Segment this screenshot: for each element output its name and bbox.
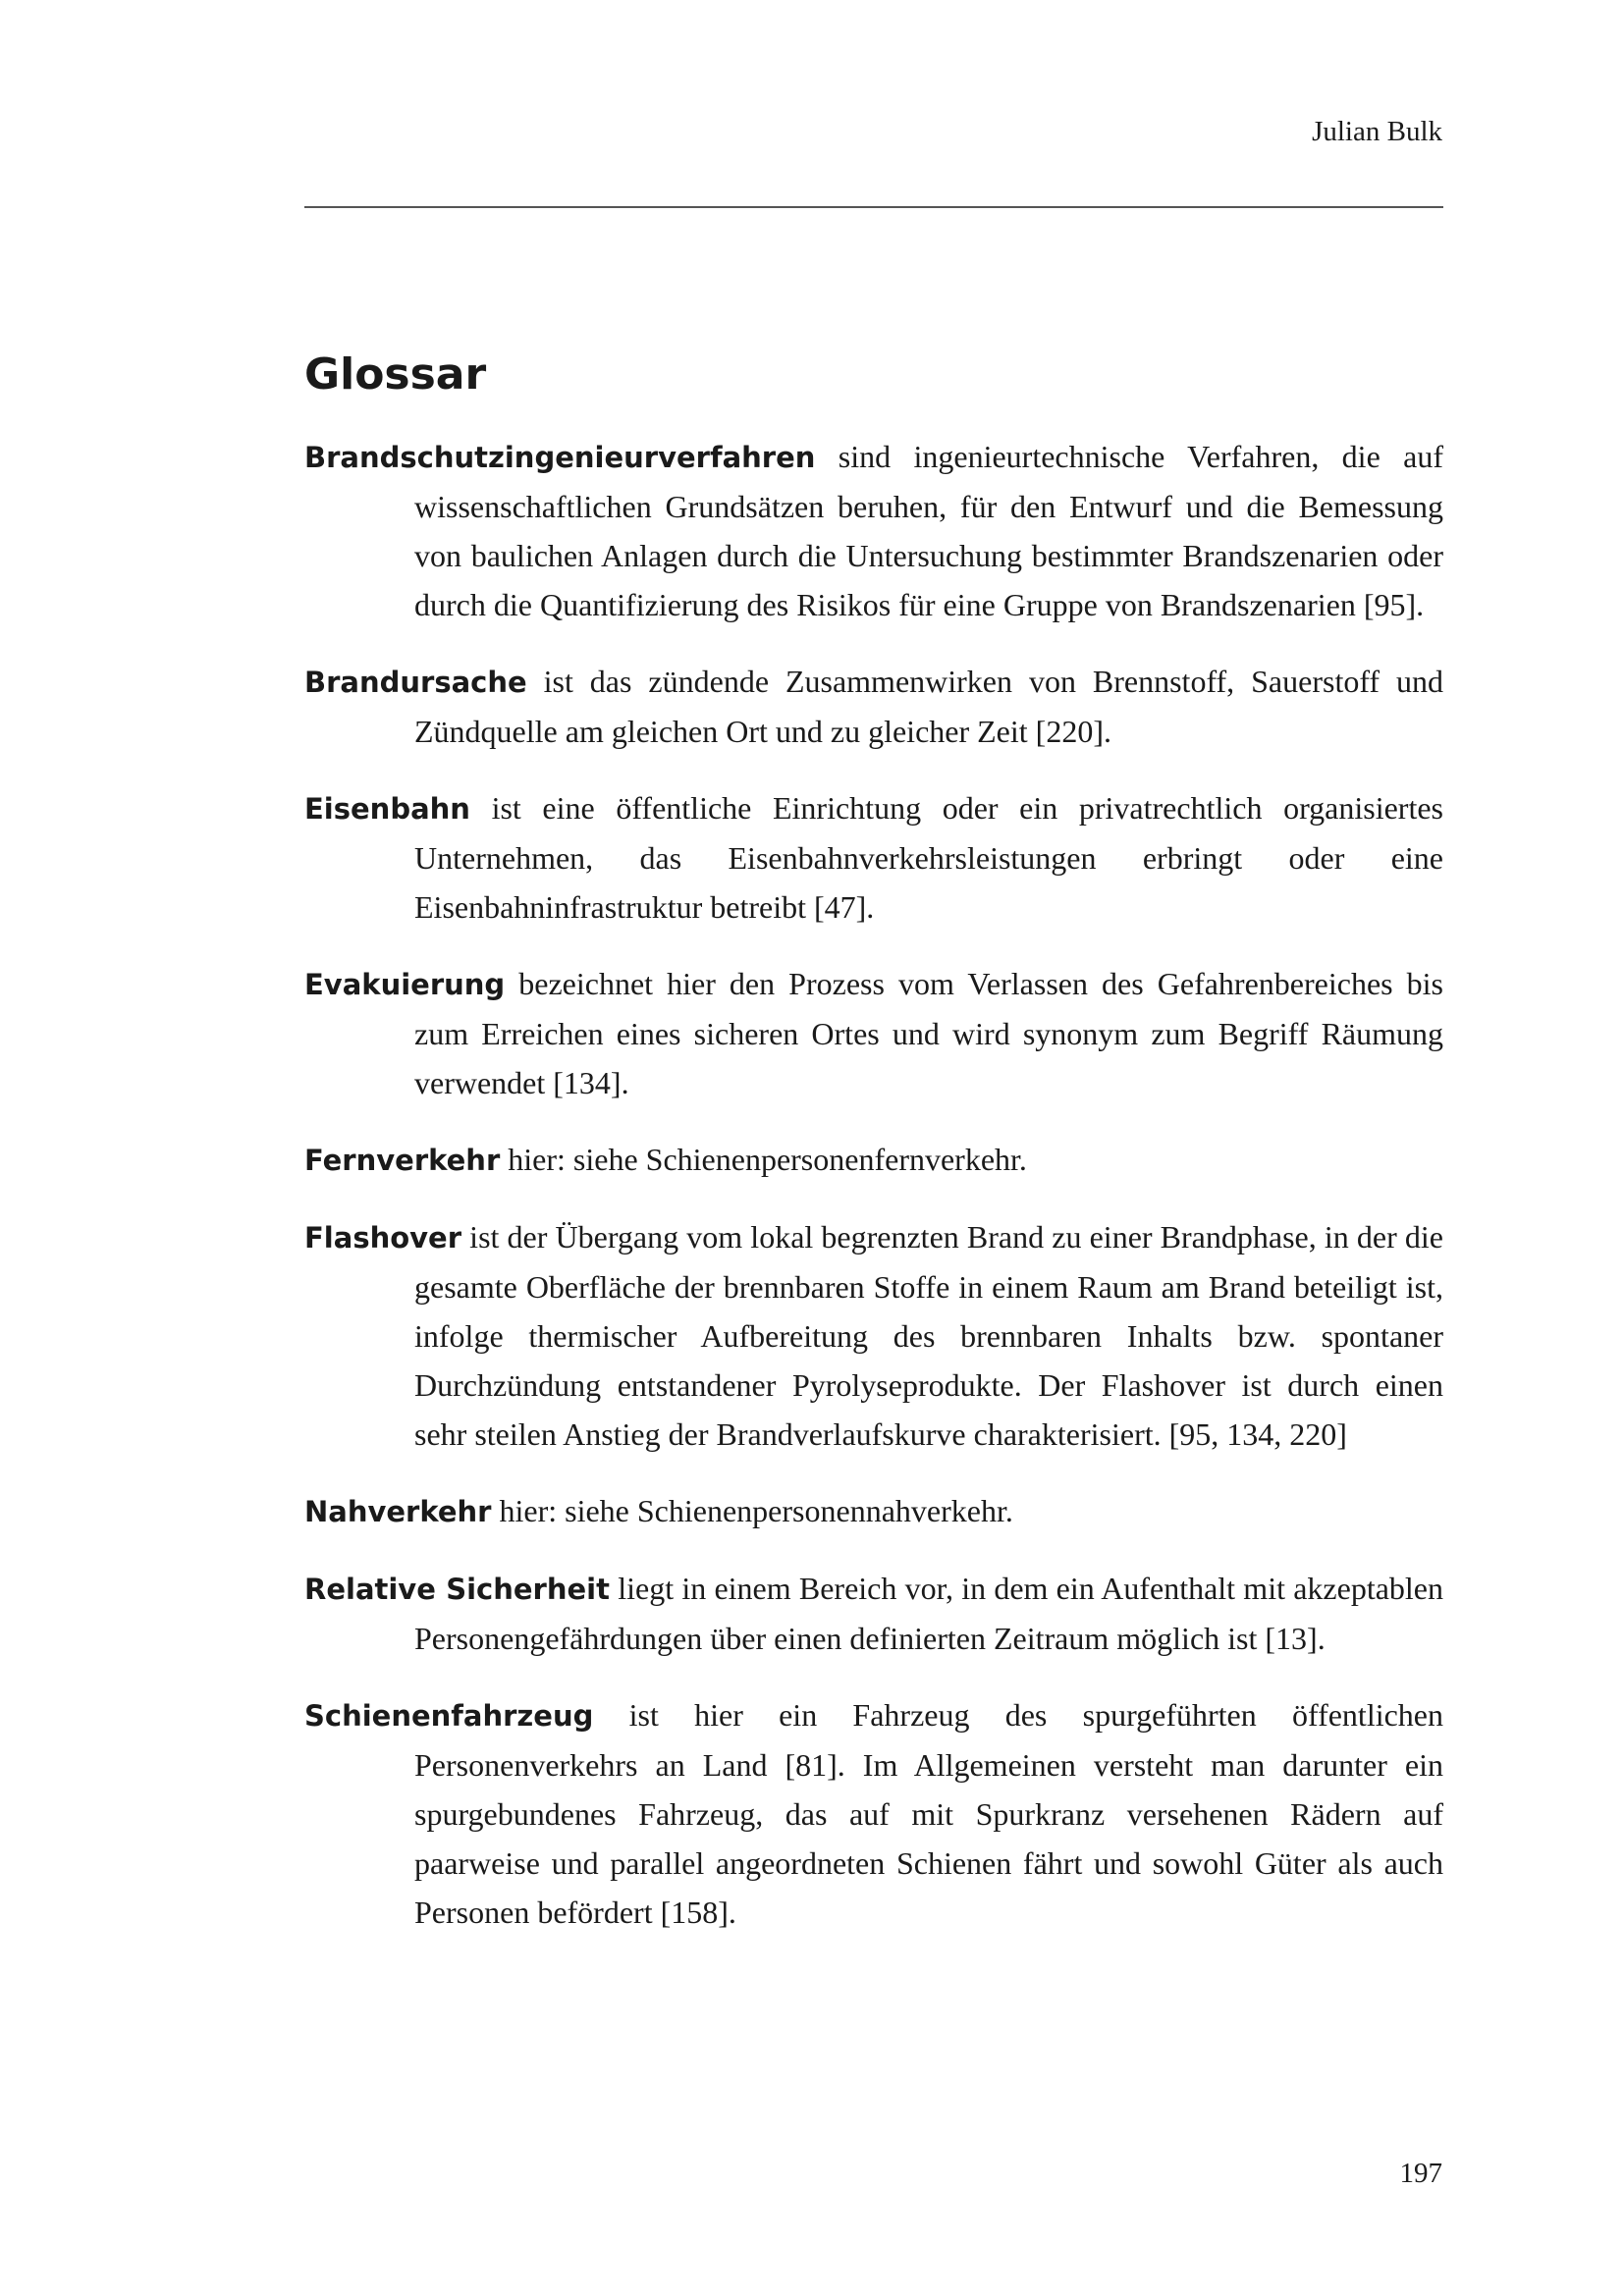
glossary-entry: [304, 1690, 1443, 1937]
glossary-definition: ist der Übergang vom lokal begrenzten Brand zu einer Brandphase, in der die gesamte Oberfläche der brennbaren Stoffe in einem Raum am Brand beteiligt ist, infolge thermischer Aufbereitung des brennbaren Inhalts bzw. spontaner Durchzündung entstandener Pyrolyseprodukte. Der Flashover ist durch einen sehr steilen Anstieg der Brandverlaufskurve charakterisiert. [95, 134, 220]: [414, 1219, 1444, 1452]
glossary-entry: [304, 1212, 1443, 1459]
glossary-definition: hier: siehe Schienenpersonenfernverkehr.: [508, 1142, 1027, 1177]
glossary-entry: [304, 959, 1443, 1107]
glossary-entry: [304, 1564, 1443, 1663]
glossary-entry: [304, 1486, 1443, 1536]
glossary-term: Brandursache: [304, 666, 527, 699]
glossary-list: [304, 432, 1443, 1964]
glossary-entry: [304, 432, 1443, 629]
glossary-entry: [304, 657, 1443, 756]
glossary-entry: [304, 783, 1443, 932]
chapter-title: Glossar: [304, 349, 487, 400]
glossary-term: Relative Sicherheit: [304, 1573, 610, 1606]
glossary-term: Brandschutzingenieurverfahren: [304, 441, 816, 474]
glossary-definition: ist hier ein Fahrzeug des spurgeführten öffentlichen Personenverkehrs an Land [81]. Im Allgemeinen versteht man darunter ein spurgebundenes Fahrzeug, das auf mit Spurkranz versehenen Rädern auf paarweise und parallel angeordneten Schienen fährt und sowohl Güter als auch Personen befördert [158].: [414, 1697, 1444, 1930]
glossary-term: Evakuierung: [304, 968, 506, 1001]
glossary-definition: ist eine öffentliche Einrichtung oder ein privatrechtlich organisiertes Unternehmen, das Eisenbahnverkehrsleistungen erbringt oder eine Eisenbahninfrastruktur betreibt [47].: [414, 790, 1444, 925]
running-header-author: Julian Bulk: [1312, 116, 1442, 147]
glossary-definition: hier: siehe Schienenpersonennahverkehr.: [499, 1493, 1013, 1528]
glossary-term: Schienenfahrzeug: [304, 1699, 594, 1733]
glossary-term: Fernverkehr: [304, 1144, 501, 1177]
glossary-definition: sind ingenieurtechnische Verfahren, die auf wissenschaftlichen Grundsätzen beruhen, für den Entwurf und die Bemessung von baulichen Anlagen durch die Untersuchung bestimmter Brandszenarien oder durch die Quantifizierung des Risikos für eine Gruppe von Brandszenarien [95].: [414, 439, 1444, 622]
glossary-term: Nahverkehr: [304, 1495, 492, 1528]
glossary-definition: ist das zündende Zusammenwirken von Brennstoff, Sauerstoff und Zündquelle am gleichen Ort und zu gleicher Zeit [220].: [414, 664, 1444, 749]
header-rule: [304, 206, 1443, 208]
glossary-term: Eisenbahn: [304, 792, 470, 826]
glossary-entry: [304, 1135, 1443, 1185]
page-number: 197: [1399, 2158, 1442, 2189]
glossary-definition: bezeichnet hier den Prozess vom Verlassen des Gefahrenbereiches bis zum Erreichen eines sicheren Ortes und wird synonym zum Begriff Räumung verwendet [134].: [414, 966, 1444, 1100]
glossary-term: Flashover: [304, 1221, 462, 1255]
glossary-definition: liegt in einem Bereich vor, in dem ein Aufenthalt mit akzeptablen Personengefährdungen über einen definierten Zeitraum möglich ist [13].: [414, 1571, 1443, 1656]
